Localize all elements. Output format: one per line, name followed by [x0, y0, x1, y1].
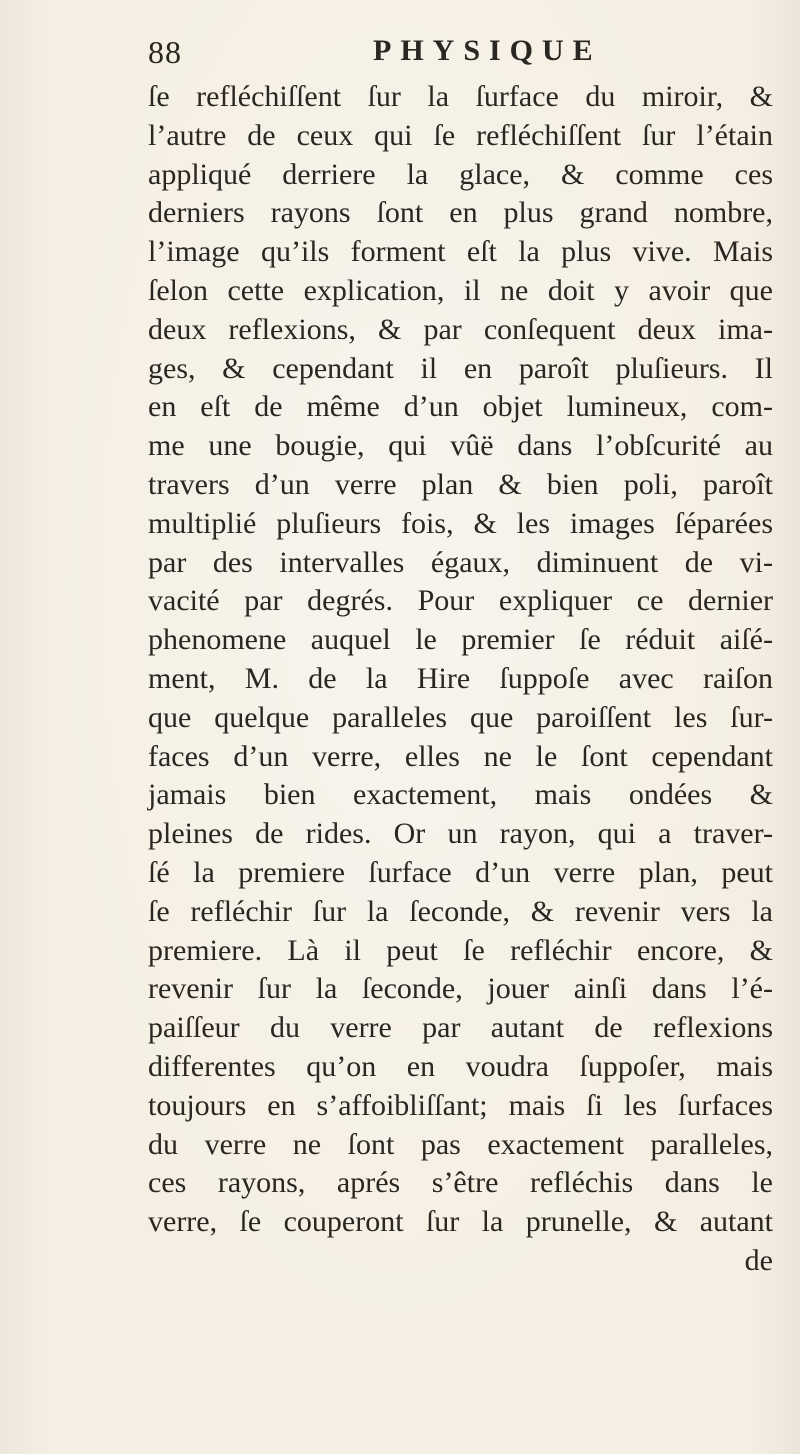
text-line: ſelon cette explication, il ne doit y avoir que	[148, 273, 773, 307]
text-line: revenir ſur la ſeconde, jouer ainſi dans l’é-	[148, 972, 773, 1006]
text-line: derniers rayons ſont en plus grand nombre,	[148, 196, 773, 230]
running-head: PHYSIQUE	[373, 34, 602, 67]
text-line: travers d’un verre plan & bien poli, paroît	[148, 467, 773, 501]
text-line: premiere. Là il peut ſe refléchir encore, &	[148, 933, 773, 967]
text-line: pleines de rides. Or un rayon, qui a traver-	[148, 817, 773, 851]
text-line: par des intervalles égaux, diminuent de vi-	[148, 545, 773, 579]
text-line: appliqué derriere la glace, & comme ces	[148, 157, 773, 191]
text-line: paiſſeur du verre par autant de reflexions	[148, 1011, 773, 1045]
text-line: ſe refléchiſſent ſur la ſurface du miroir, &	[148, 80, 773, 113]
text-line: l’autre de ceux qui ſe refléchiſſent ſur l’étain	[148, 118, 773, 152]
text-line: phenomene auquel le premier ſe réduit aiſé-	[148, 623, 773, 657]
text-line: jamais bien exactement, mais ondées &	[148, 778, 773, 812]
text-line: me une bougie, qui vûë dans l’obſcurité au	[148, 429, 773, 463]
text-line: ges, & cependant il en paroît pluſieurs. Il	[148, 351, 773, 385]
text-line: ces rayons, aprés s’être refléchis dans le	[148, 1166, 773, 1200]
text-line: differentes qu’on en voudra ſuppoſer, mais	[148, 1049, 773, 1083]
text-line: verre, ſe couperont ſur la prunelle, & autant	[148, 1205, 773, 1239]
page-header	[148, 34, 768, 82]
text-line: ſe refléchir ſur la ſeconde, & revenir vers la	[148, 894, 773, 928]
text-line: toujours en s’affoibliſſant; mais ſi les ſurfaces	[148, 1088, 773, 1122]
text-line: faces d’un verre, elles ne le ſont cependant	[148, 739, 773, 773]
page-number: 88	[148, 34, 182, 70]
text-line: ſé la premiere ſurface d’un verre plan, peut	[148, 855, 773, 889]
text-line: que quelque paralleles que paroiſſent les ſur-	[148, 700, 773, 734]
body-text	[148, 78, 773, 1281]
text-line: multiplié pluſieurs fois, & les images ſéparées	[148, 506, 773, 540]
text-line: deux reflexions, & par conſequent deux ima-	[148, 312, 773, 346]
text-line: vacité par degrés. Pour expliquer ce dernier	[148, 584, 773, 618]
text-line: en eſt de même d’un objet lumineux, com-	[148, 390, 773, 424]
text-line: ment, M. de la Hire ſuppoſe avec raiſon	[148, 661, 773, 695]
text-line: du verre ne ſont pas exactement paralleles,	[148, 1127, 773, 1161]
catchword: de	[744, 1243, 773, 1277]
text-line: l’image qu’ils forment eſt la plus vive. Mais	[148, 235, 773, 269]
